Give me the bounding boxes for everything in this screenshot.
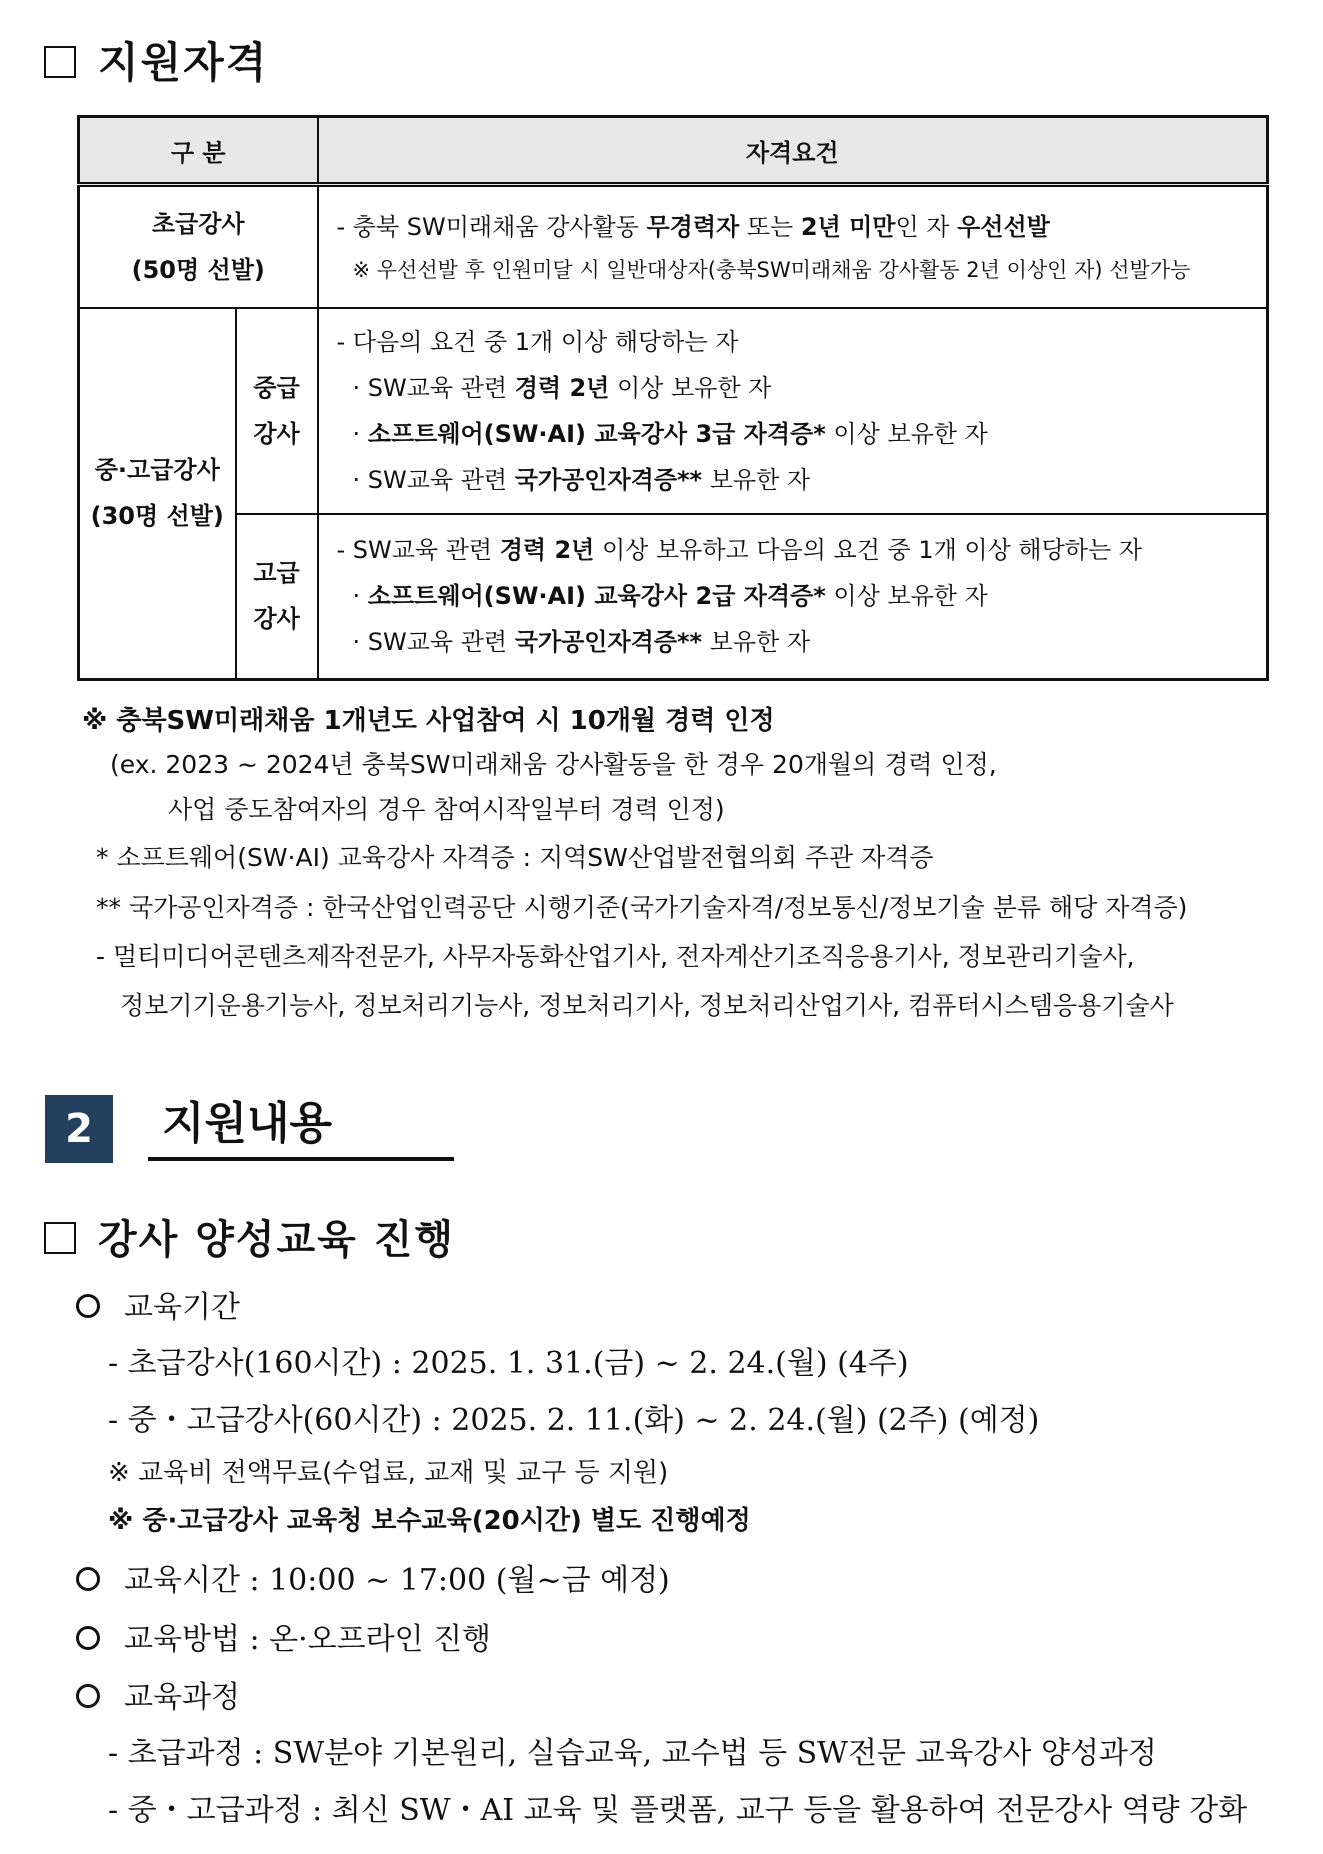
circle-bullet-icon	[76, 1626, 100, 1650]
table-row-mid	[79, 308, 1268, 514]
square-bullet-icon	[44, 1222, 76, 1254]
category-high: 고급 강사	[236, 514, 318, 680]
mid-req-line: · SW교육 관련 국가공인자격증** 보유한 자	[352, 465, 811, 494]
mid-req-line: · 소프트웨어(SW·AI) 교육강사 3급 자격증* 이상 보유한 자	[352, 419, 988, 448]
beginner-req-line: - 충북 SW미래채움 강사활동 무경력자 또는 2년 미만인 자 우선선발	[336, 212, 1050, 241]
high-requirements	[318, 514, 1268, 680]
mid-req-line: · SW교육 관련 경력 2년 이상 보유한 자	[352, 373, 772, 402]
high-req-line: - SW교육 관련 경력 2년 이상 보유하고 다음의 요건 중 1개 이상 해당하는 자	[336, 536, 1142, 565]
mid-high-count: (30명 선발)	[90, 502, 224, 531]
note-example-cont: 사업 중도참여자의 경우 참여시작일부터 경력 인정)	[168, 795, 725, 824]
beginner-label: 초급강사	[151, 209, 245, 238]
time-item	[76, 1555, 670, 1599]
qualification-table	[77, 115, 1269, 681]
course-mid-high: - 중・고급과정 : 최신 SW・AI 교육 및 플랫폼, 교구 등을 활용하여 전문강사 역량 강화	[108, 1793, 1248, 1828]
category-beginner	[79, 185, 318, 308]
period-mid-high: - 중・고급강사(60시간) : 2025. 2. 11.(화) ~ 2. 24.(월) (2주) (예정)	[108, 1403, 1040, 1438]
note-sw-cert: * 소프트웨어(SW·AI) 교육강사 자격증 : 지역SW산업발전협의회 주관 자격증	[96, 843, 934, 872]
header-requirements: 자격요건	[318, 117, 1268, 185]
category-mid-high	[79, 308, 236, 680]
circle-bullet-icon	[76, 1294, 100, 1318]
sub-heading-title: 강사 양성교육 진행	[98, 1217, 455, 1263]
table-row-high	[79, 514, 1268, 680]
course-beginner: - 초급과정 : SW분야 기본원리, 실습교육, 교수법 등 SW전문 교육강사 양성과정	[108, 1736, 1157, 1771]
period-extra-note: ※ 중·고급강사 교육청 보수교육(20시간) 별도 진행예정	[108, 1506, 751, 1536]
section1-heading	[44, 30, 268, 90]
circle-bullet-icon	[76, 1567, 100, 1591]
course-label: 교육과정	[124, 1680, 240, 1715]
method-text: 교육방법 : 온·오프라인 진행	[124, 1622, 492, 1657]
category-mid: 중급 강사	[236, 308, 318, 514]
period-free-note: ※ 교육비 전액무료(수업료, 교재 및 교구 등 지원)	[108, 1458, 669, 1488]
course-item	[76, 1672, 240, 1716]
high-req-line: · 소프트웨어(SW·AI) 교육강사 2급 자격증* 이상 보유한 자	[352, 582, 988, 611]
note-example: (ex. 2023 ~ 2024년 충북SW미래채움 강사활동을 한 경우 20개월의 경력 인정,	[110, 750, 997, 779]
table-row-beginner	[79, 185, 1268, 308]
note-cert-list-cont: 정보기기운용기능사, 정보처리기능사, 정보처리기사, 정보처리산업기사, 컴퓨터시스템응용기술사	[120, 991, 1174, 1020]
period-beginner: - 초급강사(160시간) : 2025. 1. 31.(금) ~ 2. 24.(월) (4주)	[108, 1346, 909, 1381]
method-item	[76, 1614, 491, 1658]
period-label: 교육기간	[124, 1290, 240, 1325]
header-category: 구 분	[79, 117, 318, 185]
section-number-badge: 2	[45, 1095, 113, 1163]
high-req-line: · SW교육 관련 국가공인자격증** 보유한 자	[352, 628, 811, 657]
beginner-requirements	[318, 185, 1268, 308]
section2-title: 지원내용	[148, 1093, 454, 1161]
time-text: 교육시간 : 10:00 ~ 17:00 (월~금 예정)	[124, 1563, 670, 1598]
note-career: ※ 충북SW미래채움 1개년도 사업참여 시 10개월 경력 인정	[82, 706, 775, 736]
square-bullet-icon	[44, 46, 76, 78]
note-cert-list: - 멀티미디어콘텐츠제작전문가, 사무자동화산업기사, 전자계산기조직응용기사, 정보관리기술사,	[96, 942, 1135, 971]
mid-high-label: 중·고급강사	[94, 456, 220, 485]
section1-title: 지원자격	[98, 38, 269, 87]
beginner-count: (50명 선발)	[131, 255, 265, 284]
note-national-cert: ** 국가공인자격증 : 한국산업인력공단 시행기준(국가기술자격/정보통신/정보기술 분류 해당 자격증)	[96, 893, 1188, 922]
circle-bullet-icon	[76, 1684, 100, 1708]
mid-requirements	[318, 308, 1268, 514]
mid-req-line: - 다음의 요건 중 1개 이상 해당하는 자	[336, 327, 739, 356]
table-header-row	[79, 117, 1268, 185]
period-item	[76, 1282, 240, 1326]
sub-heading	[44, 1208, 455, 1265]
beginner-note: ※ 우선선발 후 인원미달 시 일반대상자(충북SW미래채움 강사활동 2년 이상인 자) 선발가능	[352, 257, 1191, 282]
